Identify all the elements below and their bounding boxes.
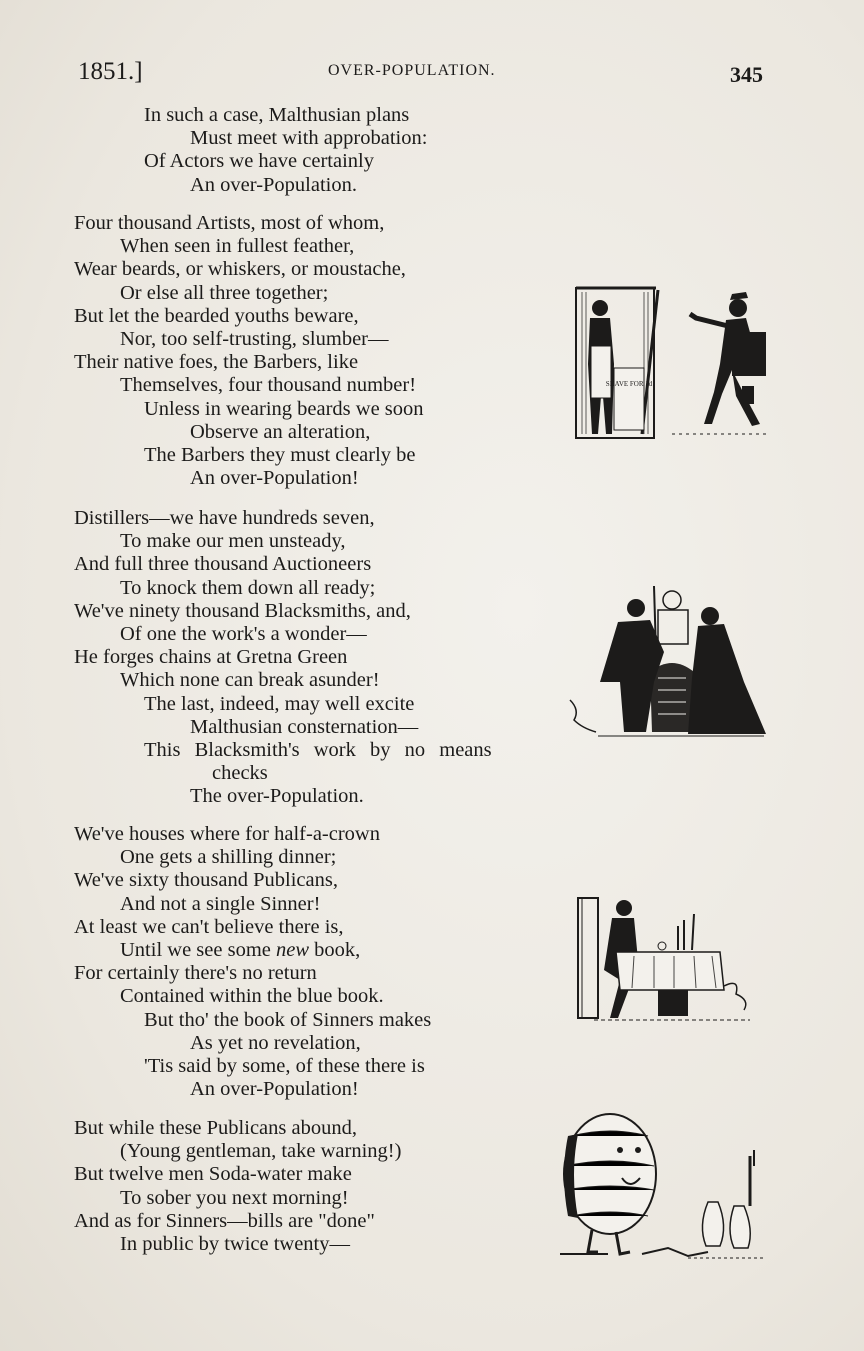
stanza-1 [74, 104, 427, 197]
poem-line: An over-Population! [190, 467, 359, 490]
poem-line: And full three thousand Auctioneers [74, 553, 372, 576]
page-header [0, 52, 864, 92]
poem-line: Of Actors we have certainly [144, 150, 374, 173]
poem-line: To knock them down all ready; [120, 576, 376, 599]
emphasis-word: new [276, 939, 310, 962]
poem-line: But tho' the book of Sinners makes [144, 1008, 432, 1031]
poem-line: We've houses where for half-a-crown [74, 823, 380, 845]
poem-line: This Blacksmith's work by no means [144, 739, 492, 762]
stanza-4 [74, 823, 431, 1101]
poem-line: But while these Publicans abound, [74, 1117, 357, 1139]
poem-line: We've sixty thousand Publicans, [74, 869, 338, 892]
poem-line: In such a case, Malthusian plans [144, 104, 410, 126]
poem-line: Observe an alteration, [190, 420, 371, 443]
barber-illustration [572, 284, 770, 444]
poem-line: One gets a shilling dinner; [120, 846, 337, 869]
poem-line: Themselves, four thousand number! [120, 374, 417, 397]
poem-line: To make our men unsteady, [120, 530, 346, 553]
running-title: OVER-POPULATION. [328, 62, 496, 79]
poem-line: Unless in wearing beards we soon [144, 397, 424, 420]
poem-line: checks [212, 762, 268, 785]
poem-line: Distillers—we have hundreds seven, [74, 507, 375, 529]
line-text: book, [309, 939, 361, 962]
poem-line: In public by twice twenty— [120, 1233, 351, 1256]
poem-line: The last, indeed, may well excite [144, 692, 415, 715]
poem-line: Four thousand Artists, most of whom, [74, 212, 385, 234]
poem-line: Malthusian consternation— [190, 715, 419, 738]
poem-line: He forges chains at Gretna Green [74, 646, 348, 669]
poem-line: Contained within the blue book. [120, 985, 384, 1008]
stanza-5 [74, 1117, 401, 1256]
poem-line: Their native foes, the Barbers, like [74, 351, 359, 374]
poem-line: (Young gentleman, take warning!) [120, 1140, 402, 1163]
poem-line: 'Tis said by some, of these there is [144, 1055, 425, 1078]
stanza-2 [74, 212, 424, 490]
poem-line: Nor, too self-trusting, slumber— [120, 328, 389, 351]
shop-sign: SHAVE FOR 1d [605, 380, 653, 388]
poem-line: Which none can break asunder! [120, 669, 380, 692]
poem-line: For certainly there's no return [74, 962, 317, 985]
poem-line: Of one the work's a wonder— [120, 623, 367, 646]
poem-line: An over-Population! [190, 1078, 359, 1101]
stanza-3 [74, 507, 492, 809]
poem-line: At least we can't believe there is, [74, 915, 344, 938]
poem-line: To sober you next morning! [120, 1186, 349, 1209]
poem-line: As yet no revelation, [190, 1031, 361, 1054]
page-year: 1851.] [78, 58, 143, 85]
dinner-illustration [574, 890, 754, 1030]
barrel-illustration [558, 1106, 768, 1266]
poem-line: And not a single Sinner! [120, 892, 321, 915]
poem-line: Wear beards, or whiskers, or moustache, [74, 258, 406, 281]
poem-line: But twelve men Soda-water make [74, 1163, 352, 1186]
poem-line: We've ninety thousand Blacksmiths, and, [74, 599, 411, 622]
poem-line: The over-Population. [190, 785, 364, 808]
poem-line: When seen in fullest feather, [120, 235, 355, 258]
poem-line [74, 939, 431, 962]
page-number: 345 [730, 62, 763, 87]
poem-line: Or else all three together; [120, 281, 329, 304]
poem-line: The Barbers they must clearly be [144, 444, 416, 467]
poem-line: Must meet with approbation: [190, 127, 428, 150]
poem-line: An over-Population. [190, 173, 357, 196]
line-text: Until we see some [120, 939, 276, 962]
poem-line: And as for Sinners—bills are "done" [74, 1209, 375, 1232]
blacksmith-illustration [568, 582, 768, 742]
poem-line: But let the bearded youths beware, [74, 304, 359, 327]
